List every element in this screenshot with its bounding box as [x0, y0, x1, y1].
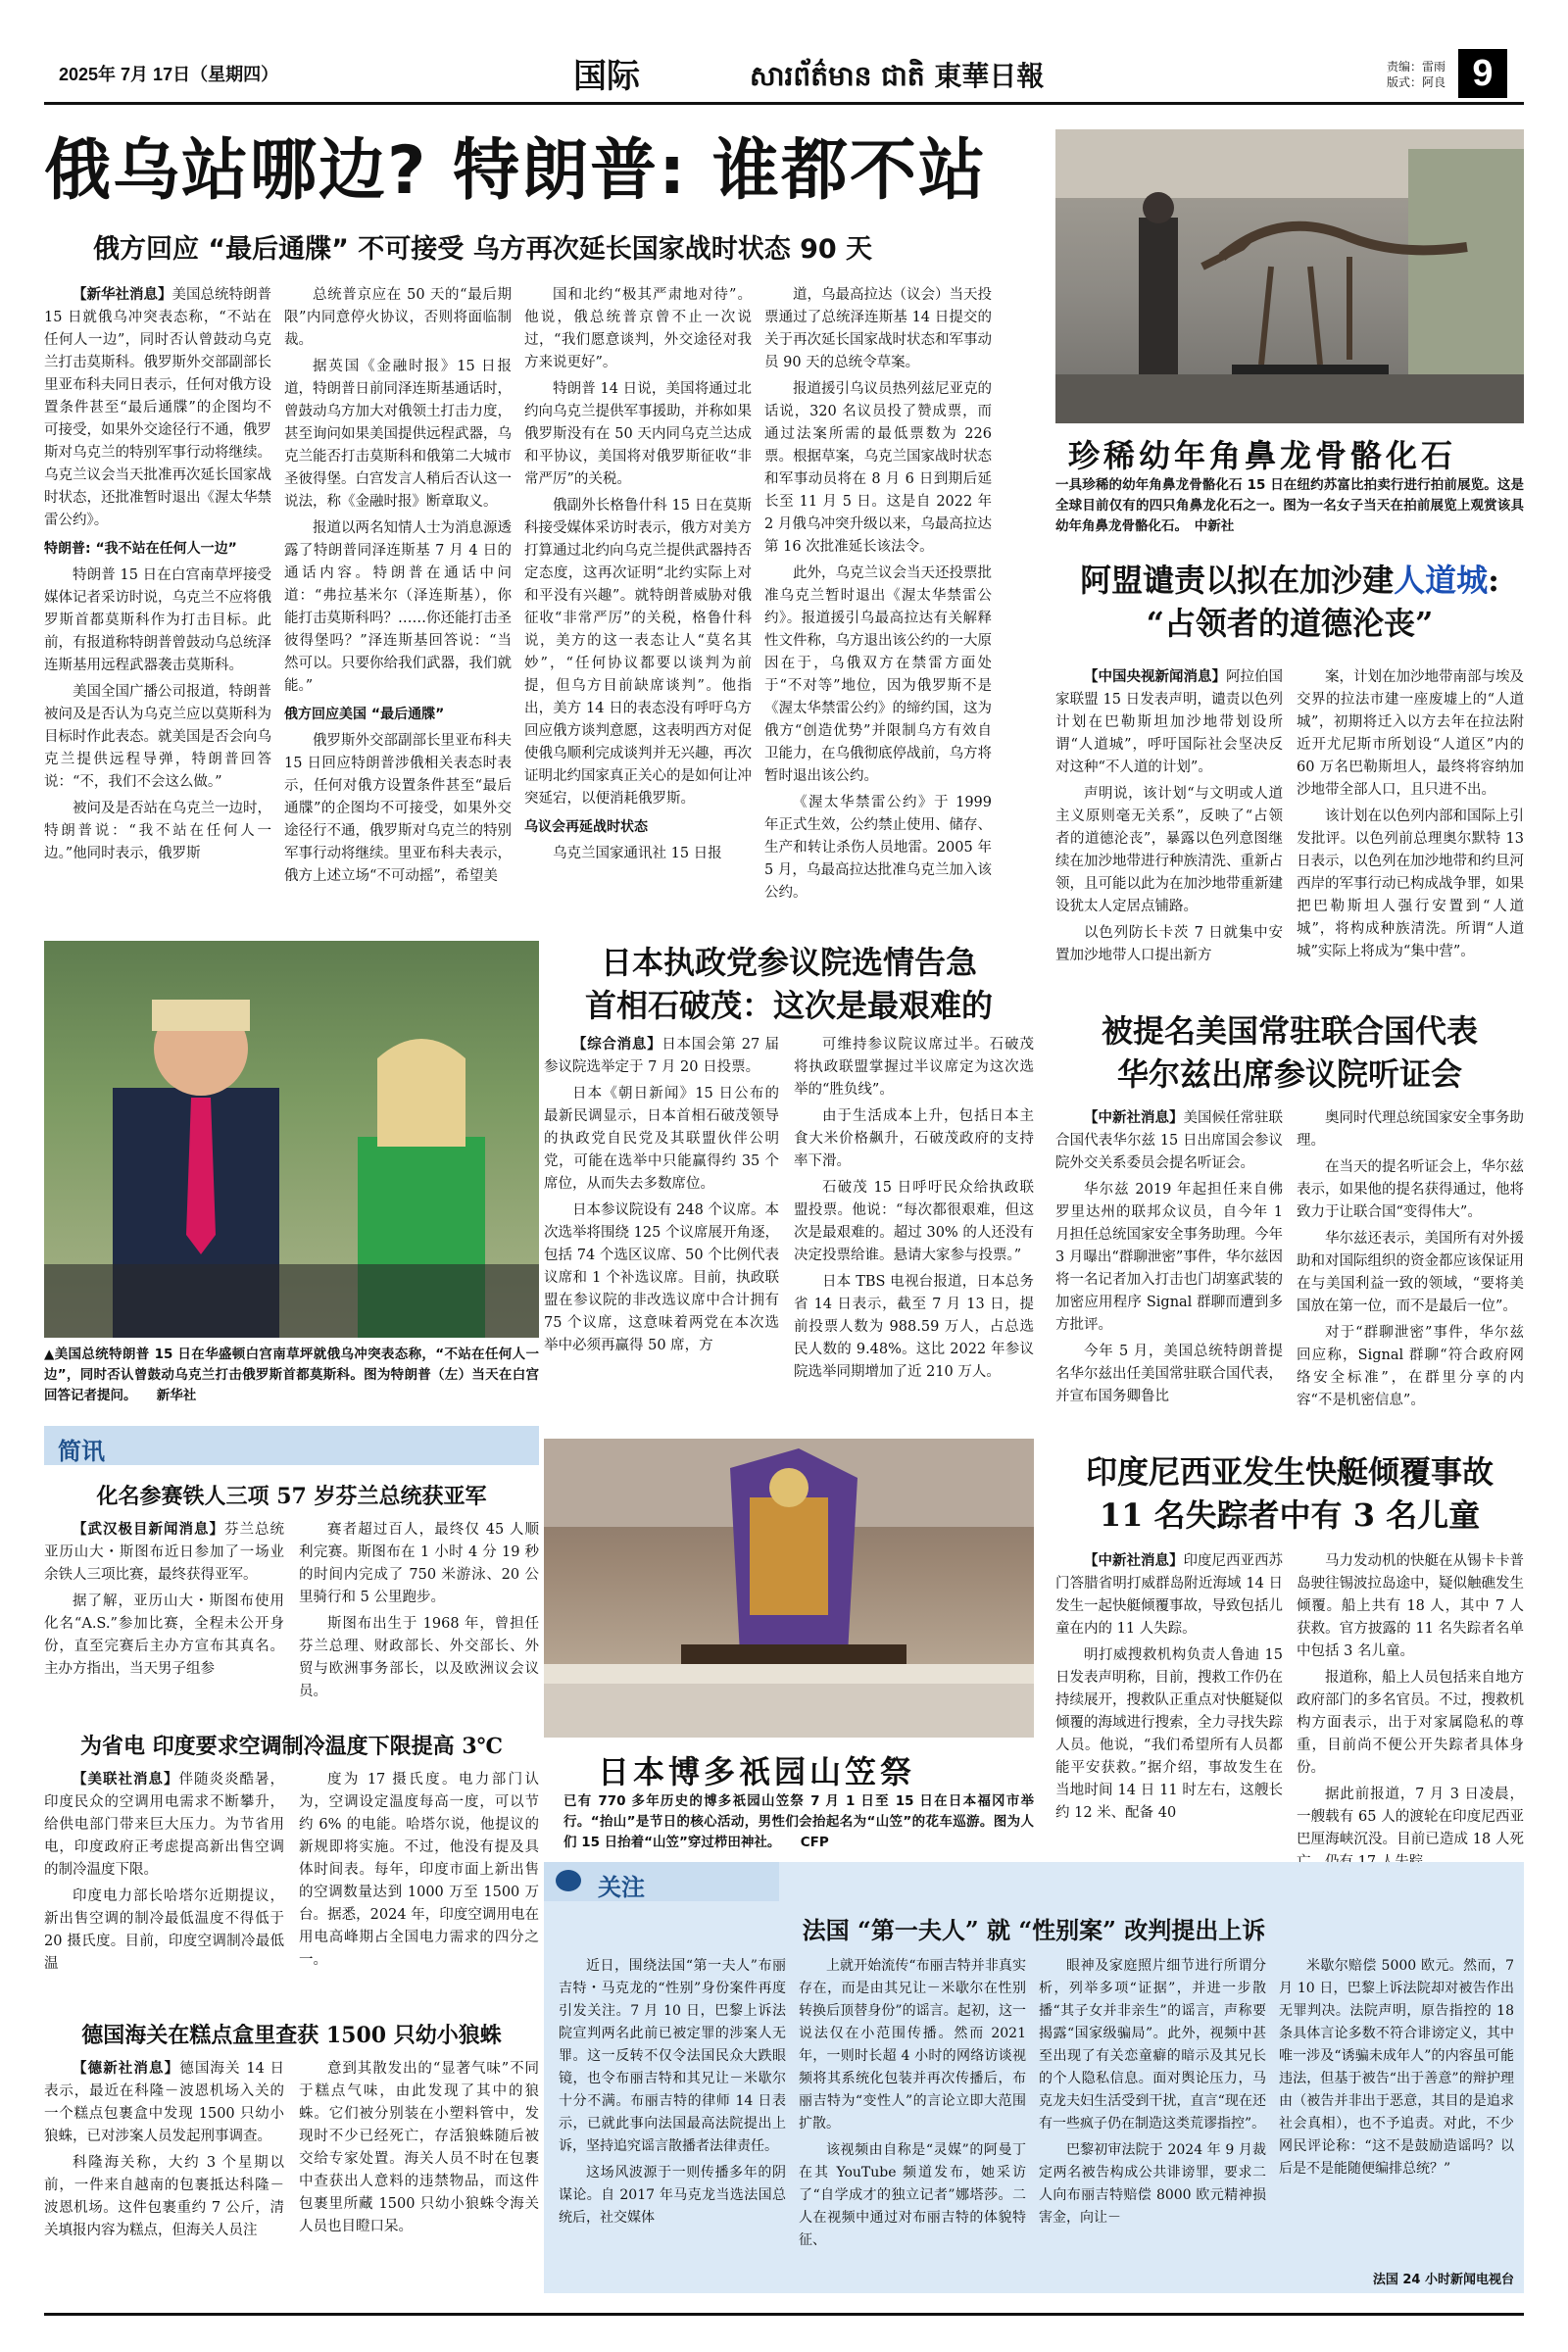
- editor-name: 责编：雷雨: [1387, 60, 1446, 74]
- briefs-tag-bar: [44, 1426, 539, 1465]
- festival-photo: [544, 1439, 1034, 1738]
- story-para: 这场风波源于一则传播多年的阴谋论。自 2017 年马克龙当选法国总统后，社交媒体: [559, 2165, 786, 2226]
- lead-subheadline: 俄方回应 “最后通牒” 不可接受 乌方再次延长国家战时状态 90 天: [93, 234, 873, 265]
- indonesia-boat-column-2: [1297, 1550, 1524, 1854]
- story-para: 石破茂 15 日呼吁民众给执政联盟投票。他说：“每次都很艰难，但这次是最艰难的。超过 30% 的人还没有决定投票给谁。悬请大家参与投票。”: [794, 1180, 1034, 1263]
- story-para: 度为 17 摄氏度。电力部门认为，空调设定温度每高一度，可以节约 6% 的电能。哈塔尔说，他提议的新规即将实施。不过，他没有提及具体时间表。每年，印度市面上新出售的空调数量达到 1000 万至 1500 万台。据悉，2024 年，印度空调用电在用电高峰期占全国电力需求的四分之一。: [299, 1772, 539, 1968]
- lead-column-2: [284, 284, 512, 926]
- story-para: 美国候任常驻联合国代表华尔兹 15 日出席国会参议院外交关系委员会提名听证会。: [1055, 1110, 1283, 1171]
- lead-column-4: [764, 284, 992, 926]
- story-para: 芬兰总统亚历山大・斯图布近日参加了一场业余铁人三项比赛，最终获得亚军。: [44, 1522, 284, 1583]
- story-para: 伴随炎炎酷暑，印度民众的空调用电需求不断攀升，给供电部门带来巨大压力。为节省用电，印度政府正考虑提高新出售空调的制冷温度下限。: [44, 1772, 284, 1878]
- lead-para: 美国总统特朗普 15 日就俄乌冲突表态称，“不站在任何人一边”，同时否认曾鼓动乌克兰打击莫斯科。俄罗斯外交部副部长里亚布科夫同日表示，任何对俄方设置条件甚至“最后通牒”的企图均不可接受，如果外交途径行不通，俄罗斯对乌克兰的特别军事行动将继续。乌克兰议会当天批准再次延长国家战时状态，还批准暂时退出《渥太华禁雷公约》。: [44, 287, 271, 528]
- caption-text: 一具珍稀的幼年角鼻龙骨骼化石 15 日在纽约苏富比拍卖行进行拍前展览。这是全球目前仅有的四只角鼻龙化石之一。图为一名女子当天在拍前展览上观赏该具幼年角鼻龙骨骼化石。: [1055, 477, 1524, 534]
- brief-3-headline: 德国海关在糕点盒里查获 1500 只幼小狼蛛: [81, 2023, 502, 2048]
- story-para: 对于“群聊泄密”事件，华尔兹回应称，Signal 群聊“符合政府网络安全标准”，在群里分享的内容“不是机密信息”。: [1297, 1325, 1524, 1408]
- brief-2-column-1: [44, 1769, 284, 2014]
- lead-subhead: 俄方回应美国 “最后通牒”: [284, 707, 445, 722]
- lead-para: 据英国《金融时报》15 日报道，特朗普日前同泽连斯基通话时，曾鼓动乌方加大对俄领土打击力度，甚至询问如果美国提供远程武器，乌克兰能否打击莫斯科和俄第二大城市圣彼得堡。白宫发言人稍后否认这一说法，称《金融时报》断章取义。: [284, 359, 512, 510]
- header-rule: [44, 102, 1524, 105]
- editor-credits: [1387, 59, 1446, 90]
- lead-dateline: 【武汉极目新闻消息】: [73, 1522, 224, 1538]
- lead-para: 特朗普 14 日说，美国将通过北约向乌克兰提供军事援助，并称如果俄罗斯没有在 50 天内同乌克兰达成和平协议，美国将对俄罗斯征收“非常严厉”的关税。: [524, 381, 752, 487]
- story-para: 可维持参议院议席过半。石破茂将执政联盟掌握过半议席定为这次选举的“胜负线”。: [794, 1037, 1034, 1098]
- story-para: 日本 TBS 电视台报道，日本总务省 14 日表示，截至 7 月 13 日，提前投票人数为 988.59 万人，占总选民人数的 9.48%。这比 2022 年参议院选举同期增加了近 210 万人。: [794, 1274, 1034, 1380]
- story-para: 斯图布出生于 1968 年，曾担任芬兰总理、财政部长、外交部长、外贸与欧洲事务部长，以及欧洲议会议员。: [299, 1616, 539, 1699]
- japan-election-column-1: [544, 1034, 779, 1421]
- story-para: 案，计划在加沙地带南部与埃及交界的拉法市建一座废墟上的“人道城”，初期将迁入以方去年在拉法附近开尤尼斯市所划设“人道区”内的 60 万名巴勒斯坦人，最终将容纳加沙地带全部人口，且只进不出。: [1297, 669, 1524, 798]
- story-para: 由于生活成本上升，包括日本主食大米价格飙升，石破茂政府的支持率下滑。: [794, 1108, 1034, 1169]
- story-para: 赛者超过百人，最终仅 45 人顺利完赛。斯图布在 1 小时 4 分 19 秒的时间内完成了 750 米游泳、20 公里骑行和 5 公里跑步。: [299, 1522, 539, 1605]
- story-para: 报道称，船上人员包括来自地方政府部门的多名官员。不过，搜救机构方面表示，出于对家属隐私的尊重，目前尚不便公开失踪者具体身份。: [1297, 1670, 1524, 1776]
- lead-para: 被问及是否站在乌克兰一边时，特朗普说：“我不站在任何人一边。”他同时表示，俄罗斯: [44, 801, 271, 861]
- headline-line1: 日本执政党参议院选情告急: [600, 944, 977, 981]
- story-para: 据了解，亚历山大・斯图布使用化名“A.S.”参加比赛，全程未公开身份，直至完赛后主办方宣布其真名。主办方指出，当天男子组参: [44, 1593, 284, 1677]
- dinosaur-photo-caption: [1055, 475, 1524, 537]
- story-para: 德国海关 14 日表示，最近在科隆－波恩机场入关的一个糕点包裹盒中发现 1500 只幼小狼蛛，已对涉案人员发起刑事调查。: [44, 2061, 285, 2144]
- newspaper-masthead: សារព័ត៌មាន ជាតិ 東華日報: [750, 60, 1045, 92]
- page-number: 9: [1458, 49, 1507, 98]
- lead-para: 道，乌最高拉达（议会）当天投票通过了总统泽连斯基 14 日提交的关于再次延长国家战时状态和军事动员 90 天的总统令草案。: [764, 287, 992, 370]
- japan-election-headline: [544, 941, 1034, 1027]
- story-para: 日本参议院设有 248 个议席。本次选举将围绕 125 个议席展开角逐，包括 74 个选区议席、50 个比例代表议席和 1 个补选议席。目前，执政联盟在参议院的非改选议席中合计拥有 75 个议席，这意味着两党在本次选举中必须再赢得 50 席，方: [544, 1202, 779, 1353]
- lead-para: 报道以两名知情人士为消息源透露了特朗普同泽连斯基 7 月 4 日的通话内容。特朗普在通话中问道：“弗拉基米尔（泽连斯基），你能打击莫斯科吗？……你还能打击圣彼得堡吗？”泽连斯基回答说：“当然可以。只要你给我们武器，我们就能。”: [284, 520, 512, 694]
- story-para: 米歇尔赔偿 5000 欧元。然而，7 月 10 日，巴黎上诉法院却对被告作出无罪判决。法院声明，原告指控的 18 条具体言论多数不符合诽谤定义，其中唯一涉及“诱骗未成年人”的内容虽可能违法，但基于被告“出于善意”的辩护理由（被告并非出于恶意，其目的是追求社会真相），也不予追责。对此，不少网民评论称：“这不是鼓励造谣吗？以后是不是能随便编排总统？”: [1279, 1958, 1514, 2177]
- indonesia-boat-headline: [1055, 1450, 1524, 1537]
- trump-photo-caption: [44, 1345, 539, 1406]
- arab-league-column-1: [1055, 666, 1283, 1019]
- lead-subhead: 乌议会再延战时状态: [524, 819, 648, 835]
- headline-part: :: [1488, 562, 1499, 599]
- indonesia-boat-column-1: [1055, 1550, 1283, 1854]
- briefs-tag: 简讯: [58, 1438, 105, 1465]
- story-para: 在当天的提名听证会上，华尔兹表示，如果他的提名获得通过，他将致力于让联合国“变得伟大”。: [1297, 1159, 1524, 1220]
- lead-para: 国和北约“极其严肃地对待”。他说，俄总统普京曾不止一次说过，“我们愿意谈判，外交途径对我方来说更好”。: [524, 287, 752, 370]
- lead-para: 特朗普 15 日在白宫南草坪接受媒体记者采访时说，乌克兰不应将俄罗斯首都莫斯科作为打击目标。此前，有报道称特朗普曾鼓动乌总统泽连斯基用远程武器袭击莫斯科。: [44, 567, 271, 673]
- headline-line2: 首相石破茂：这次是最艰难的: [584, 987, 993, 1024]
- brief-2-column-2: [299, 1769, 539, 2014]
- brief-1-headline: 化名参赛铁人三项 57 岁芬兰总统获亚军: [96, 1484, 487, 1509]
- brief-3-column-1: [44, 2058, 284, 2318]
- headline-highlight: 人道城: [1394, 562, 1489, 599]
- story-para: 眼神及家庭照片细节进行所谓分析，列举多项“证据”，并进一步散播“其子女并非亲生”的谣言，声称要揭露“国家级骗局”。此外，视频中甚至出现了有关恋童癖的暗示及其兄长的个人隐私信息。面对舆论压力，马克龙夫妇生活受到干扰，直言“现在还有一些疯子仍在制造这类荒谬指控”。: [1039, 1958, 1266, 2132]
- focus-tag-bar: [544, 1862, 779, 1901]
- story-para: 今年 5 月，美国总统特朗普提名华尔兹出任美国常驻联合国代表，并宣布国务卿鲁比: [1055, 1344, 1283, 1404]
- lead-dateline: 【中新社消息】: [1084, 1553, 1184, 1569]
- un-nominee-column-1: [1055, 1107, 1283, 1446]
- brief-2-headline: 为省电 印度要求空调制冷温度下限提高 3℃: [80, 1734, 503, 1759]
- headline-part: 阿盟谴责以拟在加沙建: [1080, 562, 1395, 599]
- focus-headline: 法国 “第一夫人” 就 “性别案” 改判提出上诉: [802, 1916, 1266, 1944]
- eye-icon: [556, 1870, 581, 1891]
- focus-tag: 关注: [598, 1874, 645, 1901]
- headline-line2: “占领者的道德沦丧”: [1146, 605, 1434, 642]
- story-para: 科隆海关称，大约 3 个星期以前，一件来自越南的包裹抵达科隆－波恩机场。这件包裹重约 7 公斤，清关填报内容为糕点，但海关人员注: [44, 2155, 284, 2238]
- story-para: 印度电力部长哈塔尔近期提议，新出售空调的制冷最低温度不得低于 20 摄氏度。目前，印度空调制冷最低温: [44, 1888, 284, 1972]
- festival-float-image: [544, 1439, 1034, 1738]
- story-para: 华尔兹还表示，美国所有对外援助和对国际组织的资金都应该保证用在与美国利益一致的领域，“要将美国放在第一位，而不是最后一位”。: [1297, 1231, 1524, 1314]
- festival-photo-title: 日本博多祇园山笠祭: [598, 1753, 916, 1790]
- story-para: 近日，围绕法国“第一夫人”布丽吉特・马克龙的“性别”身份案件再度引发关注。7 月 10 日，巴黎上诉法院宣判两名此前已被定罪的涉案人无罪。这一反转不仅令法国民众大跌眼镜，也令布丽吉特和其兄让－米歇尔十分不满。布丽吉特的律师 14 日表示，已就此事向法国最高法院提出上诉，坚持追究谣言散播者法律责任。: [559, 1958, 786, 2154]
- story-para: 上就开始流传“布丽吉特并非真实存在，而是由其兄让－米歇尔在性别转换后顶替身份”的谣言。起初，这一说法仅在小范围传播。然而 2021 年，一则时长超 4 小时的网络访谈视频将其系统化包装并再次传播后，布丽吉特为“变性人”的言论立即大范围扩散。: [799, 1958, 1026, 2132]
- headline-line2: 华尔兹出席参议院听证会: [1116, 1055, 1462, 1093]
- photo-credit: 新华社: [156, 1388, 197, 1403]
- lead-para: 乌克兰国家通讯社 15 日报: [553, 846, 722, 861]
- arab-league-column-2: [1297, 666, 1524, 1019]
- photo-credit: CFP: [800, 1835, 829, 1850]
- story-para: 意到其散发出的“显著气味”不同于糕点气味，由此发现了其中的狼蛛。它们被分别装在小塑料管中，发现时不少已经死亡，存活狼蛛随后被交给专家处置。海关人员不时在包裹中查获出人意料的违禁物品，而这件包裹里所藏 1500 只幼小狼蛛令海关人员也目瞪口呆。: [299, 2061, 539, 2234]
- caption-text: 已有 770 多年历史的博多祇园山笠祭 7 月 1 日至 15 日在日本福冈市举行。“抬山”是节日的核心活动，男性们会抬起名为“山笠”的花车巡游。图为人们 15 日抬着“山笠”穿过栉田神社。: [564, 1793, 1034, 1850]
- lead-dateline: 【中新社消息】: [1084, 1110, 1184, 1126]
- footer-rule: [44, 2313, 1524, 2316]
- arab-league-headline: [1055, 559, 1524, 645]
- brief-3-column-2: [299, 2058, 539, 2318]
- photo-credit: 中新社: [1194, 518, 1235, 534]
- lead-para: 《渥太华禁雷公约》于 1999 年正式生效，公约禁止使用、储存、生产和转让杀伤人员地雷。2005 年 5 月，乌最高拉达批准乌克兰加入该公约。: [764, 795, 992, 901]
- story-para: 阿拉伯国家联盟 15 日发表声明，谴责以色列计划在巴勒斯坦加沙地带划设所谓“人道城”，呼吁国际社会坚决反对这种“不人道的计划”。: [1055, 669, 1283, 775]
- lead-dateline: 【德新社消息】: [73, 2061, 180, 2077]
- focus-column-1: [559, 1955, 786, 2288]
- lead-para: 美国全国广播公司报道，特朗普被问及是否认为乌克兰应以莫斯科为目标时作此表态。就美国是否会向乌克兰提供远程导弹，特朗普回答说：“不，我们不会这么做。”: [44, 684, 271, 790]
- lead-para: 俄罗斯外交部副部长里亚布科夫 15 日回应特朗普涉俄相关表态时表示，任何对俄方设置条件甚至“最后通牒”的企图均不可接受，如果外交途径行不通，俄罗斯对乌克兰的特别军事行动将继续。里亚布科夫表示，俄方上述立场“不可动摇”，希望美: [284, 733, 512, 884]
- story-para: 日本《朝日新闻》15 日公布的最新民调显示，日本首相石破茂领导的执政党自民党及其联盟伙伴公明党，可能在选举中只能赢得约 35 个席位，从而失去多数席位。: [544, 1086, 779, 1192]
- lead-para: 报道援引乌议员热列兹尼亚克的话说，320 名议员投了赞成票，而通过法案所需的最低票数为 226 票。根据草案，乌克兰国家战时状态和军事动员将在 8 月 6 日到期后延长至 11 月 5 日。这是自 2022 年 2 月俄乌冲突升级以来，乌最高拉达第 16 次批准延长该法令。: [764, 381, 992, 555]
- story-para: 巴黎初审法院于 2024 年 9 月裁定两名被告构成公共诽谤罪，要求二人向布丽吉特赔偿 8000 欧元精神损害金，向让－: [1039, 2142, 1266, 2226]
- section-title: 国际: [573, 57, 640, 96]
- focus-column-2: [799, 1955, 1026, 2288]
- lead-dateline: 【美联社消息】: [73, 1772, 179, 1788]
- headline-line2: 11 名失踪者中有 3 名儿童: [1099, 1496, 1481, 1534]
- lead-subhead: 特朗普: “我不站在任何人一边”: [44, 541, 237, 557]
- brief-1-column-1: [44, 1519, 284, 1720]
- headline-line1: 被提名美国常驻联合国代表: [1101, 1012, 1478, 1050]
- lead-dateline: 【中国央视新闻消息】: [1084, 669, 1226, 685]
- dinosaur-photo-title: 珍稀幼年角鼻龙骨骼化石: [1068, 437, 1457, 474]
- brief-1-column-2: [299, 1519, 539, 1720]
- un-nominee-headline: [1055, 1009, 1524, 1096]
- lead-para: 此外，乌克兰议会当天还投票批准乌克兰暂时退出《渥太华禁雷公约》。报道援引乌最高拉达有关解释性文件称，乌方退出该公约的一大原因在于，乌俄双方在禁雷方面处于“不对等”地位，因为俄罗斯不是《渥太华禁雷公约》的缔约国，这为俄方“创造优势”并限制乌方有效自卫能力，在乌俄彻底停战前，乌方将暂时退出该公约。: [764, 565, 992, 784]
- story-para: 奥同时代理总统国家安全事务助理。: [1297, 1110, 1524, 1149]
- designer-name: 版式：阿良: [1387, 75, 1446, 89]
- lead-para: 总统普京应在 50 天的“最后期限”内同意停火协议，否则将面临制裁。: [284, 287, 512, 348]
- headline-line1: 印度尼西亚发生快艇倾覆事故: [1085, 1453, 1494, 1491]
- dinosaur-skeleton-image: [1055, 129, 1524, 423]
- story-para: 印度尼西亚西苏门答腊省明打威群岛附近海域 14 日发生一起快艇倾覆事故，导致包括儿童在内的 11 人失踪。: [1055, 1553, 1283, 1637]
- lead-dateline: 【新华社消息】: [73, 287, 172, 303]
- trump-photo: [44, 941, 539, 1338]
- story-para: 马力发动机的快艇在从锡卡卡普岛驶往锡波拉岛途中，疑似触礁发生倾覆。船上共有 18 人，其中 7 人获救。官方披露的 11 名失踪者名单中包括 3 名儿童。: [1297, 1553, 1524, 1659]
- japan-election-column-2: [794, 1034, 1034, 1421]
- lead-column-1: [44, 284, 271, 926]
- story-para: 声明说，该计划“与文明或人道主义原则毫无关系”，反映了“占领者的道德沦丧”，暴露以色列意图继续在加沙地带进行种族清洗、重新占领，且可能以此为在加沙地带重新建设犹太人定居点铺路。: [1055, 786, 1283, 914]
- story-para: 以色列防长卡茨 7 日就集中安置加沙地带人口提出新方: [1055, 925, 1283, 963]
- focus-column-3: [1039, 1955, 1266, 2288]
- story-para: 该计划在以色列内部和国际上引发批评。以色列前总理奥尔默特 13 日表示，以色列在加沙地带和约旦河西岸的军事行动已构成战争罪，如果把巴勒斯坦人强行安置到“人道城”，将构成种族清洗。所谓“人道城”实际上将成为“集中营”。: [1297, 808, 1524, 959]
- lead-dateline: 【综合消息】: [572, 1037, 662, 1053]
- un-nominee-column-2: [1297, 1107, 1524, 1446]
- press-conference-image: [44, 941, 539, 1338]
- festival-photo-caption: [564, 1791, 1034, 1853]
- focus-credit: 法国 24 小时新闻电视台: [1372, 2273, 1514, 2287]
- lead-column-3: [524, 284, 752, 926]
- story-para: 日本国会第 27 届参议院选举定于 7 月 20 日投票。: [544, 1037, 780, 1075]
- focus-column-4: [1279, 1955, 1514, 2267]
- dinosaur-photo: [1055, 129, 1524, 423]
- story-para: 据此前报道，7 月 3 日凌晨，一艘载有 65 人的渡轮在印度尼西亚巴厘海峡沉没。目前已造成 18 人死: [1297, 1787, 1524, 1847]
- issue-date: 2025年 7月 17日（星期四）: [59, 65, 279, 84]
- lead-para: 俄副外长格鲁什科 15 日在莫斯科接受媒体采访时表示，俄方对美方打算通过北约向乌克兰提供武器持否定态度，这再次证明“北约实际上对和平没有兴趣”。就特朗普威胁对俄征收“非常严厉”的关税，格鲁什科说，美方的这一表态让人“莫名其妙”，“任何协议都要以谈判为前提，但乌方目前缺席谈判”。他指出，美方 14 日的表态没有呼吁乌方回应俄方谈判意愿，这表明西方对促使俄乌顺利完成谈判并无兴趣，再次证明北约国家真正关心的是如何让冲突延宕，以便消耗俄罗斯。: [524, 498, 752, 807]
- lead-headline: 俄乌站哪边? 特朗普: 谁都不站: [44, 132, 987, 210]
- caption-text: ▲美国总统特朗普 15 日在华盛顿白宫南草坪就俄乌冲突表态称，“不站在任何人一边”，同时否认曾鼓动乌克兰打击俄罗斯首都莫斯科。图为特朗普（左）当天在白宫回答记者提问。: [44, 1347, 539, 1403]
- story-para: 明打威搜救机构负责人鲁迪 15 日发表声明称，目前，搜救工作仍在持续展开，搜救队正重点对快艇疑似倾覆的海域进行搜索，全力寻找失踪人员。他说，“我们希望所有人员都能平安获救。”据介绍，事故发生在当地时间 14 日 11 时左右，这艘长约 12 米、配备 40: [1055, 1647, 1283, 1821]
- story-para: 该视频由自称是“灵媒”的阿曼丁在其 YouTube 频道发布，她采访了“自学成才的独立记者”娜塔莎。二人在视频中通过对布丽吉特的体貌特征、: [799, 2142, 1026, 2248]
- story-para: 华尔兹 2019 年起担任来自佛罗里达州的联邦众议员，自今年 1 月担任总统国家安全事务助理。今年 3 月曝出“群聊泄密”事件，华尔兹因将一名记者加入打击也门胡塞武装的加密应用程序 Signal 群聊而遭到多方批评。: [1055, 1182, 1283, 1333]
